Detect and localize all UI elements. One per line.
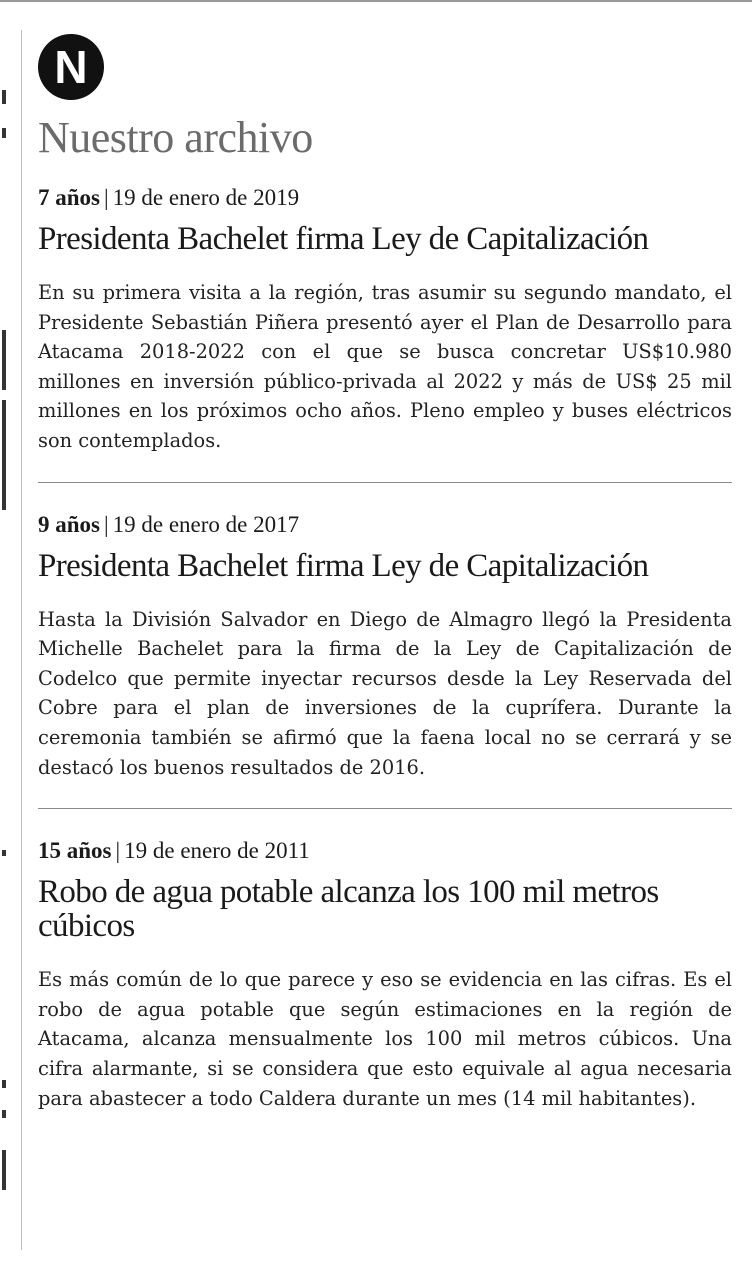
section-logo-badge: N [38, 34, 104, 100]
meta-separator: | [104, 511, 109, 537]
entry-date: 19 de enero de 2017 [112, 511, 300, 537]
top-rule [0, 0, 752, 2]
entry-date: 19 de enero de 2019 [112, 185, 300, 210]
entry-years: 15 años [38, 838, 112, 864]
entry-date: 19 de enero de 2011 [124, 838, 310, 864]
section-title: Nuestro archivo [38, 113, 313, 162]
archive-entry [38, 184, 732, 456]
archive-entry [38, 511, 732, 783]
entry-headline: Presidenta Bachelet firma Ley de Capitalización [38, 221, 649, 257]
entry-years: 9 años [38, 511, 100, 537]
entry-headline: Presidenta Bachelet firma Ley de Capitalización [38, 547, 649, 584]
column-rule [21, 30, 22, 1250]
entry-meta [38, 184, 732, 212]
meta-separator: | [115, 838, 121, 864]
entry-meta [38, 837, 732, 865]
archive-section [38, 34, 732, 1113]
entry-body: Hasta la División Salvador en Diego de Almagro llegó la Presidenta Michelle Bachelet para la firma de la Ley de Capitalización de Codelco que permite inyectar recursos desde la Ley Reservada del Cobre para el plan de inversiones de la cuprífera. Durante la ceremonia también se afirmó que la faena local no se cerrará y se destacó los buenos resultados de 2016. [38, 607, 732, 779]
margin-edge-marks [0, 0, 12, 1276]
entry-meta [38, 511, 732, 539]
entry-body: Es más común de lo que parece y eso se evidencia en las cifras. Es el robo de agua potable que según estimaciones en la región de Atacama, alcanza mensualmente los 100 mil metros cúbicos. Una cifra alarmante, si se considera que esto equivale al agua necesaria para abastecer a todo Caldera durante un mes (14 mil habitantes). [38, 968, 732, 1110]
entry-years: 7 años [38, 185, 100, 210]
entry-divider [38, 808, 732, 809]
entry-headline: Robo de agua potable alcanza los 100 mil metros cúbicos [38, 874, 659, 945]
entry-divider [38, 482, 732, 483]
meta-separator: | [104, 185, 109, 210]
archive-entry [38, 837, 732, 1113]
entry-body: En su primera visita a la región, tras asumir su segundo mandato, el Presidente Sebastián Piñera presentó ayer el Plan de Desarrollo para Atacama 2018-2022 con el que se busca concretar US$10.980 millones en inversión público-privada al 2022 y más de US$ 25 mil millones en los próximos ocho años. Pleno empleo y buses eléctricos son contemplados. [38, 281, 732, 452]
